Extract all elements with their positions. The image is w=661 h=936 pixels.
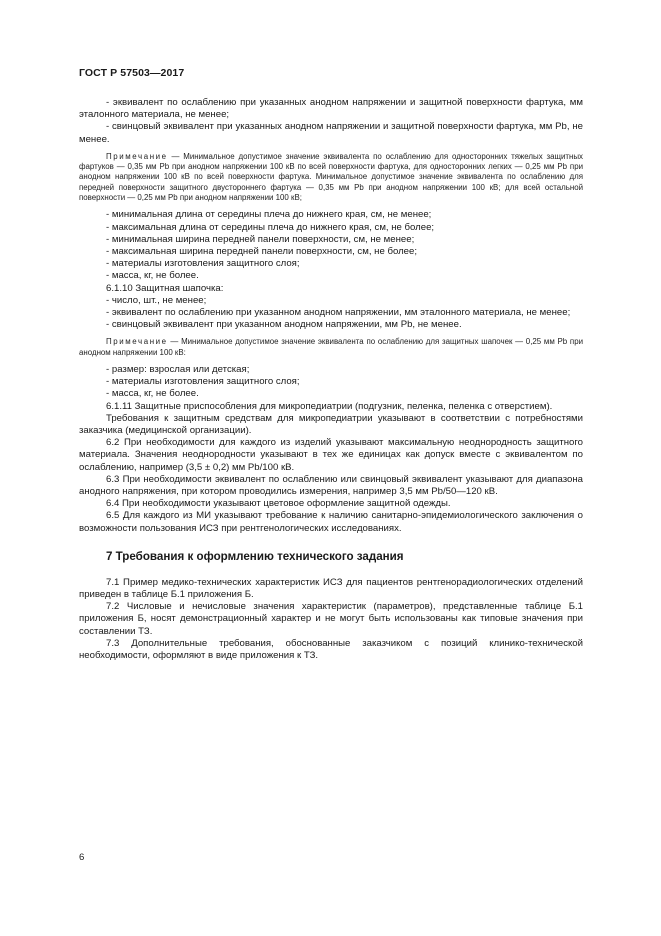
list-item: - материалы изготовления защитного слоя; [106, 258, 300, 270]
list-item: - максимальная ширина передней панели поверхности, см, не более; [106, 245, 418, 257]
list-item: - масса, кг, не более. [106, 388, 199, 400]
page-content [79, 97, 583, 662]
note-1 [79, 152, 583, 203]
clause-paragraph: 7.3 Дополнительные требования, обоснованные заказчиком с позиций клинико-технической необходимости, оформляют в виде приложения к ТЗ. [79, 637, 583, 661]
clause-paragraph: 6.4 При необходимости указывают цветовое оформление защитной одежды. [106, 498, 451, 510]
clause-paragraph: Требования к защитным средствам для микропедиатрии указывают в соответствии с потребностями заказчика (медицинской организации). [79, 412, 583, 436]
clause-paragraph: 6.2 При необходимости для каждого из изделий указывают максимальную неоднородность защитного материала. Значения неоднородности указывают в тех же единицах как допуск вместе с эквивалентом по ослаблению, например (3,5 ± 0,2) мм Pb/100 кВ. [79, 437, 583, 473]
list-item: - максимальная длина от середины плеча до нижнего края, см, не более; [106, 221, 435, 233]
list-item: - минимальная ширина передней панели поверхности, см, не менее; [106, 233, 415, 245]
note-text: — Минимальное допустимое значение эквивалента по ослаблению для защитных шапочек — 0,25 мм Pb при анодном напряжении 100 кВ: [79, 337, 583, 357]
clause-paragraph: 7.1 Пример медико-технических характеристик ИСЗ для пациентов рентгенорадиологических отделений приведен в таблице Б.1 приложения Б. [79, 576, 583, 600]
clause-heading: 6.1.10 Защитная шапочка: [106, 282, 224, 294]
clause-paragraph: 7.2 Числовые и нечисловые значения характеристик (параметров), представленные таблице Б.1 приложения Б, носят демонстрационный характер и не могут быть использованы как типовые значения при составлении ТЗ. [79, 601, 583, 637]
clause-paragraph: 6.5 Для каждого из МИ указывают требование к наличию санитарно-эпидемиологического заключения о возможности пользования ИСЗ при рентгенологических исследованиях. [79, 510, 583, 534]
section-title: 7 Требования к оформлению технического задания [106, 549, 404, 563]
note-text: — Минимальное допустимое значение эквивалента по ослаблению для односторонних тяжелых защитных фартуков — 0,35 мм Pb при анодном напряжении 100 кВ по всей поверхности фартука, для односторонних легких — 0,25 мм Pb при анодном напряжении 100 кВ по всей поверхности фартука. Минимальное допустимое значение эквивалента по ослаблению для передней поверхности защитного двустороннего фартука — 0,35 мм Pb при анодном напряжении 100 кВ; для всей остальной поверхности — 0,25 мм Pb при анодном напряжении 100 кВ; [79, 151, 583, 202]
list-item: - свинцовый эквивалент при указанных анодном напряжении и защитной поверхности фартука, мм Pb, не менее. [79, 121, 583, 145]
list-item: - число, шт., не менее; [106, 294, 207, 306]
list-item: - минимальная длина от середины плеча до нижнего края, см, не менее; [106, 209, 432, 221]
list-item: - эквивалент по ослаблению при указанных анодном напряжении и защитной поверхности фартука, мм эталонного материала, не менее; [79, 97, 583, 121]
list-item: - эквивалент по ослаблению при указанном анодном напряжении, мм эталонного материала, не менее; [106, 306, 571, 318]
clause-paragraph: 6.1.11 Защитные приспособления для микропедиатрии (подгузник, пеленка, пеленка с отверстием). [106, 400, 553, 412]
document-code: ГОСТ Р 57503—2017 [79, 67, 185, 79]
note-label: Примечание [106, 337, 168, 347]
note-2 [79, 337, 583, 358]
note-label: Примечание [106, 151, 168, 161]
list-item: - масса, кг, не более. [106, 270, 199, 282]
list-item: - свинцовый эквивалент при указанном анодном напряжении, мм Pb, не менее. [106, 319, 462, 331]
clause-paragraph: 6.3 При необходимости эквивалент по ослаблению или свинцовый эквивалент указывают для диапазона анодного напряжения, при котором проводились измерения, например 3,5 мм Pb/50—120 кВ. [79, 473, 583, 497]
list-item: - материалы изготовления защитного слоя; [106, 376, 300, 388]
list-item: - размер: взрослая или детская; [106, 363, 250, 375]
page-number: 6 [79, 852, 85, 863]
